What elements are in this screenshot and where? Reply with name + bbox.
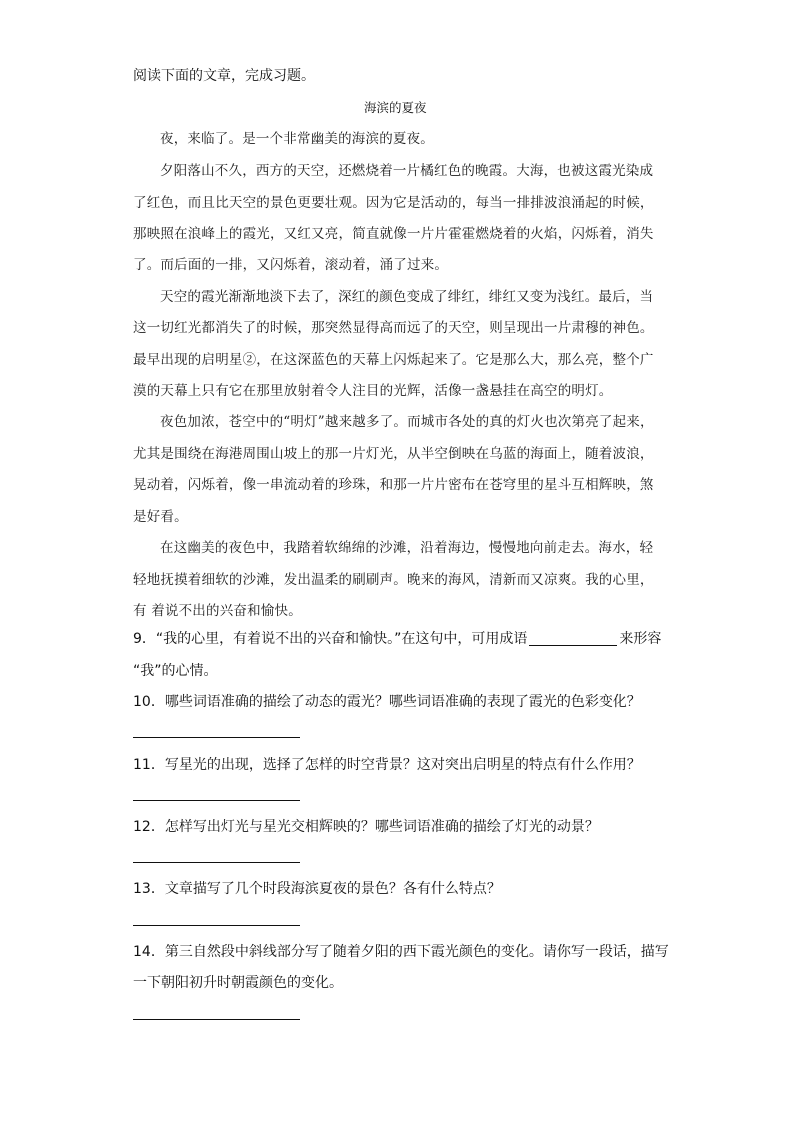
article-line: 最早出现的启明星②，在这深蓝色的天幕上闪烁起来了。它是那么大，那么亮，整个广 — [133, 352, 654, 368]
article-line: 天空的霞光渐渐地淡下去了，深红的颜色变成了绯红，绯红又变为浅红。最后，当 — [160, 289, 654, 305]
answer-line[interactable] — [133, 1019, 300, 1020]
article-line: 在这幽美的夜色中，我踏着软绵绵的沙滩，沿着海边，慢慢地向前走去。海水，轻 — [160, 540, 654, 556]
question-9 — [133, 629, 661, 649]
answer-line[interactable] — [133, 862, 300, 863]
article-line: 晃动着，闪烁着，像一串流动着的珍珠，和那一片片密布在苍穹里的星斗互相辉映，煞 — [133, 477, 654, 493]
article-line: 是好看。 — [133, 509, 188, 525]
answer-blank[interactable] — [529, 631, 617, 646]
article-line: 有 着说不出的兴奋和愉快。 — [133, 603, 302, 619]
article-line: 夜，来临了。是一个非常幽美的海滨的夏夜。 — [160, 131, 434, 147]
answer-line[interactable] — [133, 800, 300, 801]
article-line: 这一切红光都消失了的时候，那突然显得高而远了的天空，则呈现出一片肃穆的神色。 — [133, 320, 654, 336]
article-line: 了。而后面的一排，又闪烁着，滚动着，涌了过来。 — [133, 257, 449, 273]
question-9-continued: “我”的心情。 — [133, 663, 218, 679]
question-9-text-end: 来形容 — [619, 631, 662, 647]
article-line: 轻地抚摸着细软的沙滩，发出温柔的刷刷声。晚来的海风，清新而又凉爽。我的心里， — [133, 572, 654, 588]
article-line: 尤其是围绕在海港周围山坡上的那一片灯光，从半空倒映在乌蓝的海面上，随着波浪， — [133, 446, 654, 462]
question-10: 10．哪些词语准确的描绘了动态的霞光？哪些词语准确的表现了霞光的色彩变化？ — [133, 694, 641, 710]
question-14-continued: 一下朝阳初升时朝霞颜色的变化。 — [133, 975, 343, 991]
question-9-text: 9．“我的心里，有着说不出的兴奋和愉快。”在这句中，可用成语 — [133, 631, 528, 647]
instruction-text: 阅读下面的文章，完成习题。 — [133, 68, 315, 84]
article-line: 夜色加浓，苍空中的“明灯”越来越多了。而城市各处的真的灯火也次第亮了起来， — [160, 414, 654, 430]
question-12: 12．怎样写出灯光与星光交相辉映的？哪些词语准确的描绘了灯光的动景？ — [133, 819, 599, 835]
answer-line[interactable] — [133, 737, 300, 738]
question-14: 14．第三自然段中斜线部分写了随着夕阳的西下霞光颜色的变化。请你写一段话，描写 — [133, 944, 669, 960]
question-11: 11．写星光的出现，选择了怎样的时空背景？这对突出启明星的特点有什么作用？ — [133, 757, 641, 773]
answer-line[interactable] — [133, 925, 300, 926]
article-line: 那映照在浪峰上的霞光，又红又亮，简直就像一片片霍霍燃烧着的火焰，闪烁着，消失 — [133, 226, 654, 242]
article-line: 夕阳落山不久，西方的天空，还燃烧着一片橘红色的晚霞。大海，也被这霞光染成 — [160, 163, 654, 179]
article-line: 了红色，而且比天空的景色更要壮观。因为它是活动的，每当一排排波浪涌起的时候， — [133, 195, 654, 211]
article-line: 漠的天幕上只有它在那里放射着令人注目的光辉，活像一盏悬挂在高空的明灯。 — [133, 383, 613, 399]
article-title: 海滨的夏夜 — [364, 100, 427, 115]
question-13: 13．文章描写了几个时段海滨夏夜的景色？各有什么特点？ — [133, 881, 501, 897]
